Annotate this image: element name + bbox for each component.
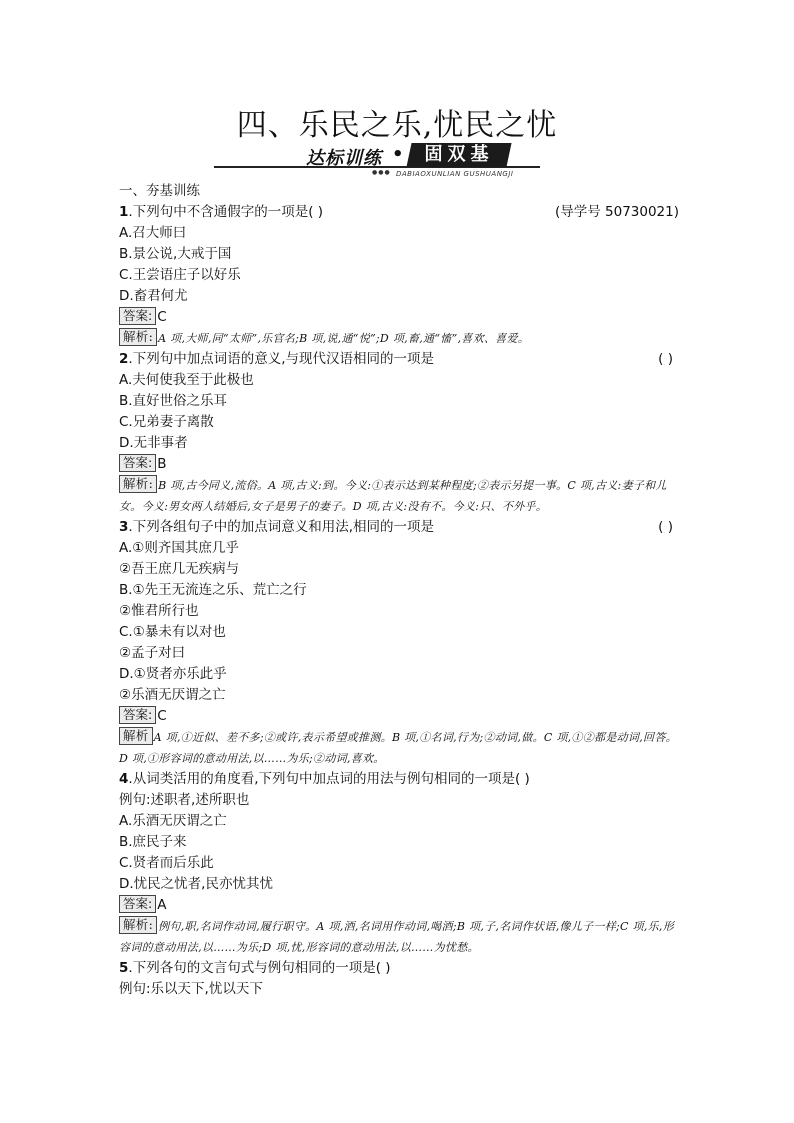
answer-tag: 答案: (119, 307, 156, 325)
explain-tag: 解析: (119, 328, 157, 346)
option: B.庶民子来 (119, 834, 187, 850)
banner-label: 达标训练 (306, 148, 382, 169)
explanation (119, 328, 679, 349)
option: C.贤者而后乐此 (119, 855, 214, 871)
option: C.王尝语庄子以好乐 (119, 267, 241, 283)
answer-value: C (157, 708, 167, 724)
answer-row (119, 307, 679, 328)
question-number: 4 (119, 771, 129, 787)
banner-pinyin: DABIAOXUNLIAN GUSHUANGJI (396, 170, 514, 178)
question-1 (119, 202, 679, 223)
option: B.景公说,大戒于国 (119, 246, 232, 262)
explanation (119, 916, 679, 958)
question-number: 1 (119, 204, 129, 220)
banner-boxed-label (406, 143, 511, 167)
option: C.①暴未有以对也 (119, 624, 226, 640)
section-heading: 一、夯基训练 (119, 183, 200, 199)
question-text: .下列句中加点词语的意义,与现代汉语相同的一项是 (128, 351, 434, 367)
banner-dot: • (392, 144, 404, 165)
option: ②惟君所行也 (119, 603, 199, 619)
explanation (119, 475, 679, 517)
question-4 (119, 769, 679, 790)
explanation-text: A 项,①近似、差不多;②或许,表示希望或推测。B 项,①名词,行为;②动词,做。C 项,①②都是动词,回答。D 项,①形容词的意动用法,以……为乐;②动词,喜欢。 (119, 731, 677, 765)
question-text: .下列各组句子中的加点词意义和用法,相同的一项是 (128, 519, 434, 535)
explain-tag: 解析 (119, 727, 153, 745)
answer-row (119, 454, 679, 475)
explanation-text: A 项,大师,同“太师”,乐官名;B 项,说,通“悦”;D 项,畜,通“慉”,喜欢、喜爱。 (158, 332, 530, 345)
section-banner (214, 143, 540, 179)
exercise-content (119, 181, 679, 1000)
question-2 (119, 349, 679, 370)
option: D.无非事者 (119, 435, 188, 451)
explain-tag: 解析: (119, 916, 157, 934)
example-sentence: 例句:述职者,述所职也 (119, 792, 250, 808)
banner-boxed-text: 固双基 (424, 144, 494, 165)
question-text: .下列句中不含通假字的一项是( ) (128, 204, 324, 220)
option: A.夫何使我至于此极也 (119, 372, 254, 388)
answer-tag: 答案: (119, 895, 156, 913)
explanation (119, 727, 679, 769)
question-number: 5 (119, 960, 129, 976)
answer-tag: 答案: (119, 454, 156, 472)
banner-dots-icon: ●●● (372, 169, 391, 176)
answer-value: C (157, 309, 167, 325)
answer-blank: ( ) (658, 351, 673, 367)
option: D.忧民之忧者,民亦忧其忧 (119, 876, 273, 892)
guide-number: (导学号 50730021) (554, 204, 679, 220)
example-sentence: 例句:乐以天下,忧以天下 (119, 981, 263, 997)
answer-blank: ( ) (658, 519, 673, 535)
option: A.召大师曰 (119, 225, 187, 241)
option: C.兄弟妻子离散 (119, 414, 214, 430)
option: D.①贤者亦乐此乎 (119, 666, 227, 682)
option: ②孟子对曰 (119, 645, 186, 661)
option: ②乐酒无厌谓之亡 (119, 687, 226, 703)
question-5 (119, 958, 679, 979)
answer-value: B (157, 456, 167, 472)
answer-row (119, 706, 679, 727)
answer-value: A (157, 897, 167, 913)
option: A.①则齐国其庶几乎 (119, 540, 239, 556)
explain-tag: 解析: (119, 475, 157, 493)
question-3 (119, 517, 679, 538)
option: ②吾王庶几无疾病与 (119, 561, 240, 577)
answer-tag: 答案: (119, 706, 156, 724)
option: D.畜君何尤 (119, 288, 188, 304)
question-text: .下列各句的文言句式与例句相同的一项是( ) (128, 960, 391, 976)
explanation-text: B 项,古今同义,流俗。A 项,古义:到。今义:①表示达到某种程度;②表示另提一事。C 项,古义:妻子和儿女。今义:男女两人结婚后,女子是男子的妻子。D 项,古义:没有不。今义:只、不外乎。 (119, 479, 667, 513)
explanation-text: 例句,职,名词作动词,履行职守。A 项,酒,名词用作动词,喝酒;B 项,子,名词作状语,像儿子一样;C 项,乐,形容词的意动用法,以……为乐;D 项,忧,形容词的意动用法,以……为忧愁。 (119, 920, 675, 954)
question-number: 2 (119, 351, 129, 367)
option: A.乐酒无厌谓之亡 (119, 813, 227, 829)
answer-row (119, 895, 679, 916)
question-text: .从词类活用的角度看,下列句中加点词的用法与例句相同的一项是( ) (128, 771, 530, 787)
option: B.①先王无流连之乐、荒亡之行 (119, 582, 307, 598)
question-number: 3 (119, 519, 129, 535)
option: B.直好世俗之乐耳 (119, 393, 228, 409)
page-title: 四、乐民之乐,忧民之忧 (236, 108, 558, 143)
